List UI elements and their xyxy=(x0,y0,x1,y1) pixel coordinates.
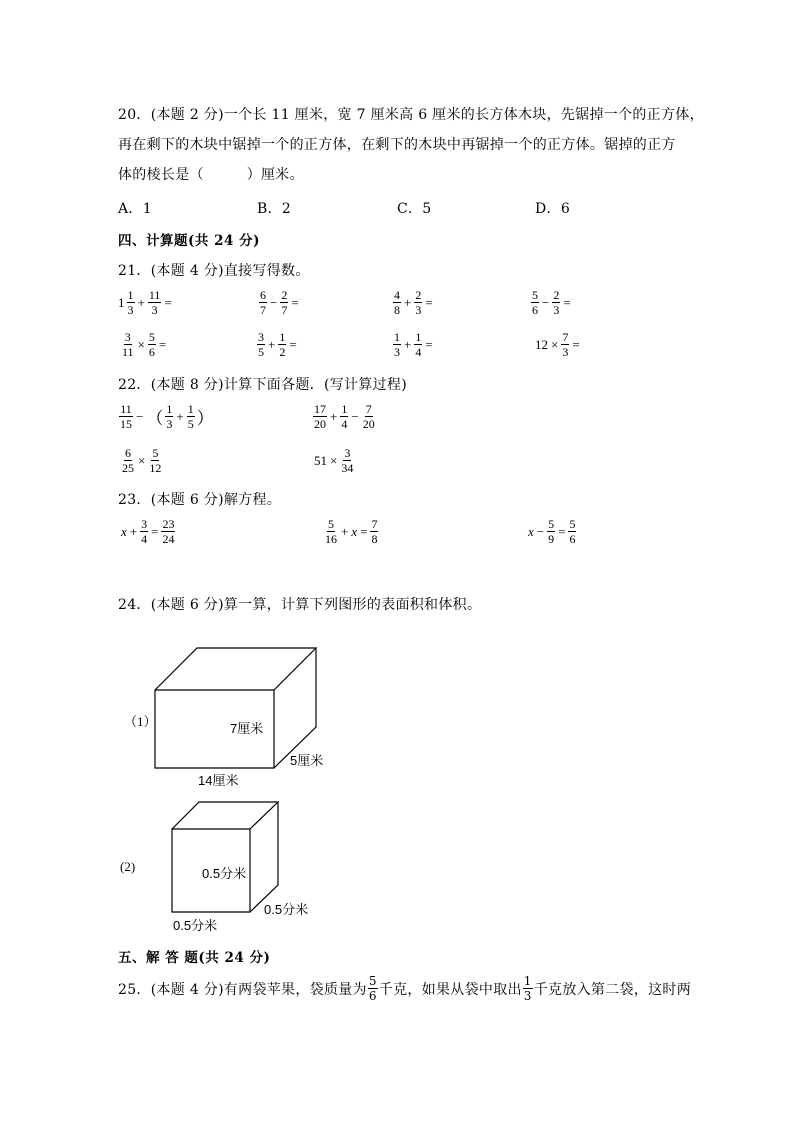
q22-expr-1: $\frac{11}{15}$ − （ $\frac{1}{3}$ + $\frac{1}{5}$ ） xyxy=(120,402,214,431)
q21-expr-7: $\frac{1}{3}$ + $\frac{1}{4}$ = xyxy=(394,330,433,359)
fig1-label: （1） xyxy=(124,714,157,729)
q20-option-c: C．5 xyxy=(397,201,432,217)
q20-line3: 体的棱长是（ ）厘米。 xyxy=(118,167,304,183)
cuboid1-top-edges xyxy=(155,648,316,690)
q22-expr-4: 51 × $\frac{3}{34}$ xyxy=(314,446,354,475)
q23-eq-2: $\frac{5}{16}$ + x = $\frac{7}{8}$ xyxy=(325,517,378,546)
fig2-depth-label: 0.5分米 xyxy=(264,902,309,917)
q20-line2: 再在剩下的木块中锯掉一个的正方体，在剩下的木块中再锯掉一个的正方体。锯掉的正方 xyxy=(118,137,676,153)
fig1-height-label: 7厘米 xyxy=(230,721,264,736)
q21-expr-8: 12 × $\frac{7}{3}$ = xyxy=(535,330,580,359)
q21-expr-2: $\frac{6}{7}$ − $\frac{2}{7}$ = xyxy=(260,288,299,317)
q23-eq-3: x − $\frac{5}{9}$ = $\frac{5}{6}$ xyxy=(528,517,576,546)
q20-option-d: D．6 xyxy=(535,201,571,217)
q21-expr-6: $\frac{3}{5}$ + $\frac{1}{2}$ = xyxy=(258,330,297,359)
q20-option-b: B．2 xyxy=(257,201,292,217)
fig1-depth-label: 5厘米 xyxy=(290,753,324,768)
fig2-label: (2) xyxy=(120,859,136,874)
q22-expr-2: $\frac{17}{20}$ + $\frac{1}{4}$ − $\frac{7}{20}$ xyxy=(314,402,375,431)
section4-title: 四、计算题(共 24 分) xyxy=(118,233,260,249)
fig1-length-label: 14厘米 xyxy=(198,773,239,788)
q21-stem: 21．(本题 4 分)直接写得数。 xyxy=(118,263,310,279)
cube2-side-edges xyxy=(250,802,278,912)
fig2-length-label: 0.5分米 xyxy=(173,918,218,933)
section5-title: 五、解 答 题(共 24 分) xyxy=(118,950,271,966)
q24-stem: 24．(本题 6 分)算一算，计算下列图形的表面积和体积。 xyxy=(118,597,482,613)
q21-expr-5: $\frac{3}{11}$ × $\frac{5}{6}$ = xyxy=(122,330,167,359)
q22-expr-3: $\frac{6}{25}$ × $\frac{5}{12}$ xyxy=(122,446,162,475)
cube2-top-edges xyxy=(172,802,278,829)
q23-eq-1: x + $\frac{3}{4}$ = $\frac{23}{24}$ xyxy=(121,517,175,546)
q20-option-a: A．1 xyxy=(118,201,152,217)
q21-expr-3: $\frac{4}{8}$ + $\frac{2}{3}$ = xyxy=(394,288,433,317)
q21-expr-4: $\frac{5}{6}$ − $\frac{2}{3}$ = xyxy=(532,288,571,317)
q21-expr-1: 1 $\frac{1}{3}$ + $\frac{11}{3}$ = xyxy=(118,288,172,317)
fig2-height-label: 0.5分米 xyxy=(202,866,247,881)
q25-line1: 25．(本题 4 分)有两袋苹果，袋质量为 $\frac{5}{6}$ 千克，如果从袋中取出 $\frac{1}{3}$ 千克放入第二袋，这时两 xyxy=(118,974,692,1003)
q22-stem: 22．(本题 8 分)计算下面各题．(写计算过程) xyxy=(118,377,407,393)
q20-line1: 20．(本题 2 分)一个长 11 厘米，宽 7 厘米高 6 厘米的长方体木块，先锯掉一个的正方体， xyxy=(118,107,704,123)
q23-stem: 23．(本题 6 分)解方程。 xyxy=(118,492,282,508)
